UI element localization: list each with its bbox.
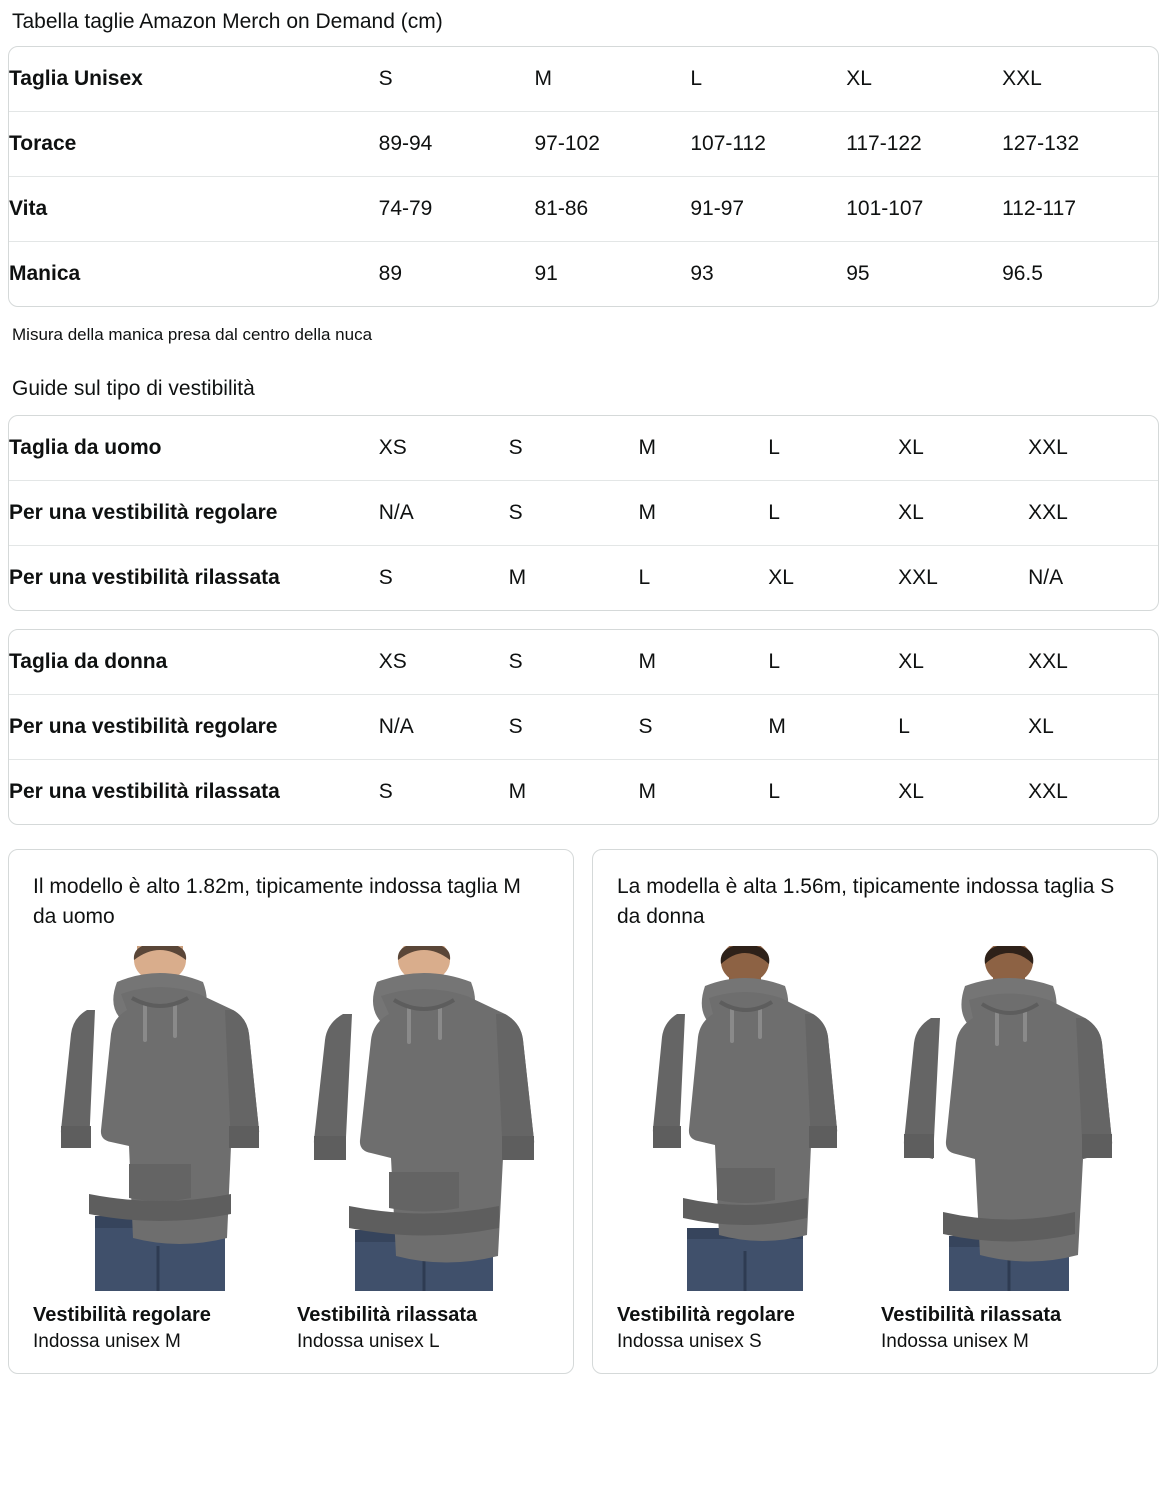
column-header-men-size: Taglia da uomo [9, 416, 379, 481]
model-cards [8, 849, 1159, 1374]
table-row [9, 695, 1158, 760]
cell-waist-xxl: 112-117 [1002, 177, 1158, 242]
column-header-women-l: L [768, 630, 898, 695]
female-relaxed-fit-size: Indossa unisex M [881, 1331, 1029, 1352]
cell-men-regular-xs: N/A [379, 481, 509, 546]
cell-women-relaxed-xl: XL [898, 780, 924, 803]
column-header-women-xl: XL [898, 630, 1028, 695]
cell-women-regular-xxl: XL [1028, 695, 1158, 760]
column-header-men-xs: XS [379, 416, 509, 481]
cell-waist-xl: 101-107 [846, 177, 1002, 242]
table-row [9, 177, 1158, 242]
sleeve-measurement-note: Misura della manica presa dal centro della nuca [12, 325, 373, 344]
table-row-header [9, 416, 1158, 481]
row-label-women-regular: Per una vestibilità regolare [9, 695, 379, 760]
column-header-men-xxl: XXL [1028, 416, 1158, 481]
cell-men-regular-s: S [509, 481, 639, 546]
cell-women-relaxed-xxl: XXL [1028, 780, 1068, 803]
female-regular-figure [617, 946, 871, 1355]
row-label-men-relaxed: Per una vestibilità rilassata [9, 566, 280, 589]
cell-women-relaxed-m: M [638, 780, 656, 803]
table-row [9, 242, 1158, 306]
table-row-header [9, 630, 1158, 695]
cell-women-regular-xl: L [898, 695, 1028, 760]
cell-men-regular-m: M [638, 481, 768, 546]
measurements-table [8, 46, 1159, 307]
women-fit-table [8, 629, 1159, 825]
table-row [9, 481, 1158, 546]
column-header-women-m: M [638, 630, 768, 695]
cell-chest-s: 89-94 [379, 112, 535, 177]
cell-sleeve-xxl: 96.5 [1002, 262, 1043, 285]
cell-women-regular-xs: N/A [379, 695, 509, 760]
cell-men-regular-l: L [768, 481, 898, 546]
cell-chest-xxl: 127-132 [1002, 112, 1158, 177]
male-relaxed-hoodie-illustration [297, 946, 551, 1291]
male-model-card [8, 849, 574, 1374]
female-regular-fit-size: Indossa unisex S [617, 1331, 762, 1352]
cell-men-relaxed-l: XL [768, 566, 794, 589]
men-fit-table [8, 415, 1159, 611]
female-relaxed-hoodie-illustration [881, 946, 1135, 1291]
cell-men-relaxed-m: L [638, 566, 651, 589]
cell-men-regular-xl: XL [898, 481, 1028, 546]
male-regular-hoodie-illustration [33, 946, 287, 1291]
column-header-s: S [379, 47, 535, 112]
table-spacer [8, 615, 1159, 629]
cell-women-relaxed-l: L [768, 780, 781, 803]
cell-waist-l: 91-97 [690, 177, 846, 242]
column-header-size: Taglia Unisex [9, 47, 379, 112]
column-header-l: L [690, 47, 846, 112]
cell-men-relaxed-xxl: N/A [1028, 566, 1064, 589]
column-header-men-m: M [638, 416, 768, 481]
female-relaxed-fit-label: Vestibilità rilassata [881, 1304, 1062, 1326]
fit-guides-title: Guide sul tipo di vestibilità [12, 377, 255, 400]
table-row [9, 546, 1158, 610]
female-relaxed-figure [881, 946, 1135, 1355]
column-header-men-xl: XL [898, 416, 1028, 481]
male-regular-figure [33, 946, 287, 1355]
row-label-chest: Torace [9, 112, 379, 177]
row-label-waist: Vita [9, 177, 379, 242]
cell-chest-l: 107-112 [690, 112, 846, 177]
column-header-m: M [535, 47, 691, 112]
cell-sleeve-m: 91 [534, 262, 558, 285]
cell-chest-xl: 117-122 [846, 112, 1002, 177]
row-label-men-regular: Per una vestibilità regolare [9, 481, 379, 546]
row-label-sleeve: Manica [9, 262, 81, 285]
male-relaxed-figure [297, 946, 551, 1355]
cell-women-relaxed-s: M [508, 780, 527, 803]
cell-men-relaxed-s: M [508, 566, 527, 589]
column-header-xl: XL [846, 47, 1002, 112]
cell-women-regular-m: S [638, 695, 768, 760]
cell-sleeve-xl: 95 [846, 262, 870, 285]
column-header-xxl: XXL [1002, 47, 1158, 112]
cell-sleeve-l: 93 [690, 262, 714, 285]
cell-men-relaxed-xs: S [378, 566, 393, 589]
cell-waist-m: 81-86 [535, 177, 691, 242]
female-model-description: La modella è alta 1.56m, tipicamente indossa taglia S da donna [617, 875, 1115, 928]
row-label-women-relaxed: Per una vestibilità rilassata [9, 780, 280, 803]
female-figures [617, 946, 1133, 1355]
cell-sleeve-s: 89 [378, 262, 403, 285]
cell-waist-s: 74-79 [379, 177, 535, 242]
column-header-women-s: S [509, 630, 639, 695]
cell-chest-m: 97-102 [535, 112, 691, 177]
column-header-men-l: L [768, 416, 898, 481]
column-header-women-xxl: XXL [1028, 630, 1158, 695]
female-regular-fit-label: Vestibilità regolare [617, 1304, 795, 1326]
male-model-description: Il modello è alto 1.82m, tipicamente indossa taglia M da uomo [33, 875, 521, 928]
male-regular-fit-size: Indossa unisex M [33, 1331, 181, 1352]
male-regular-fit-label: Vestibilità regolare [33, 1304, 211, 1326]
cell-women-relaxed-xs: S [378, 780, 393, 803]
table-row [9, 760, 1158, 824]
page-title: Tabella taglie Amazon Merch on Demand (cm) [12, 10, 443, 33]
column-header-women-size: Taglia da donna [9, 630, 379, 695]
female-model-card [592, 849, 1158, 1374]
female-regular-hoodie-illustration [617, 946, 871, 1291]
cell-women-regular-l: M [768, 695, 898, 760]
male-relaxed-fit-size: Indossa unisex L [297, 1331, 440, 1352]
cell-men-relaxed-xl: XXL [898, 566, 938, 589]
table-row [9, 112, 1158, 177]
cell-women-regular-s: S [509, 695, 639, 760]
column-header-men-s: S [509, 416, 639, 481]
male-relaxed-fit-label: Vestibilità rilassata [297, 1304, 478, 1326]
table-row-header [9, 47, 1158, 112]
column-header-women-xs: XS [379, 630, 509, 695]
male-figures [33, 946, 549, 1355]
cell-men-regular-xxl: XXL [1028, 481, 1158, 546]
